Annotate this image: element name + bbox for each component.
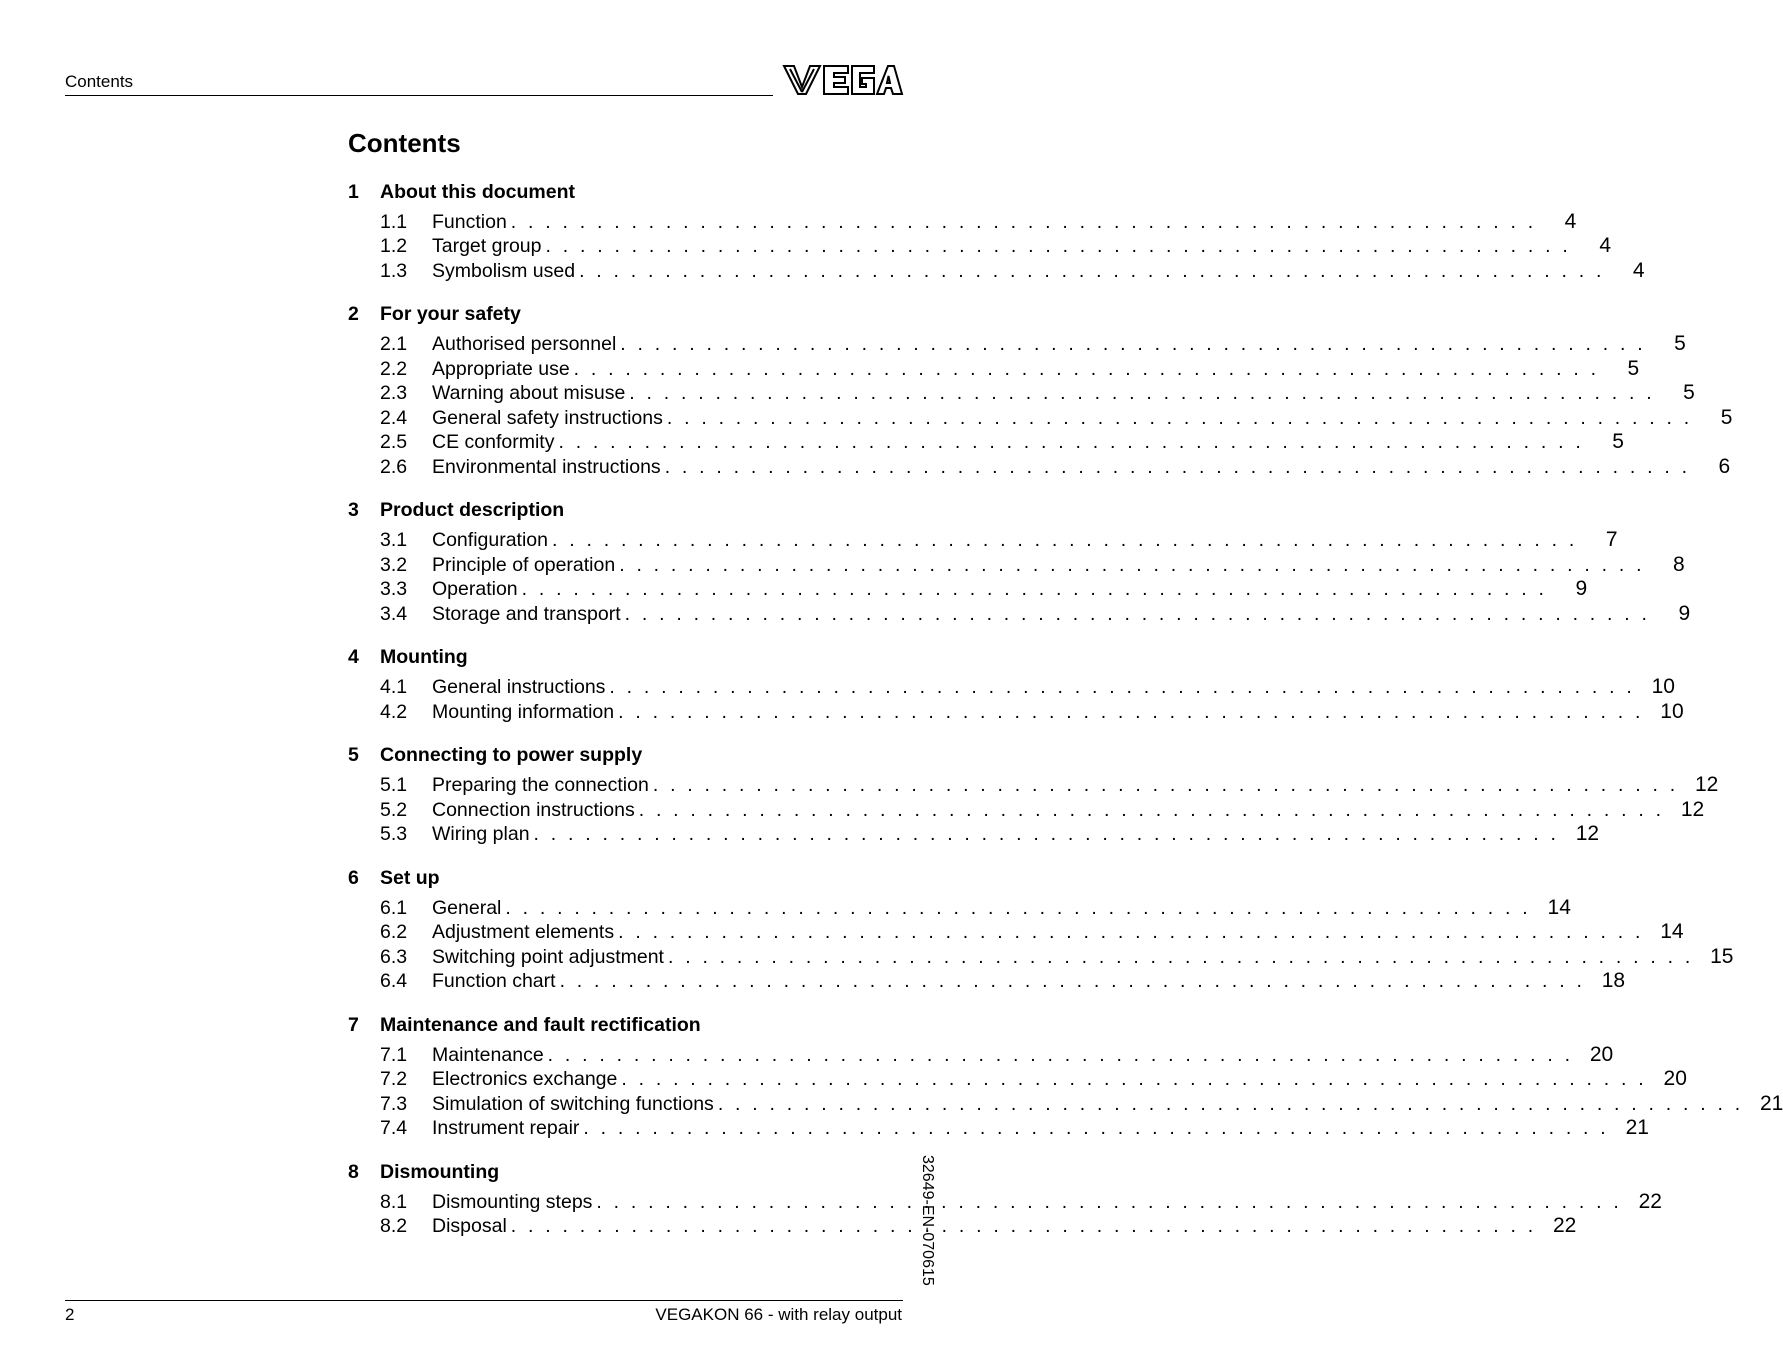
toc-entry[interactable]: [380, 797, 1705, 822]
entry-page-number: 21: [1625, 1116, 1649, 1139]
dot-leader: . . . . . . . . . . . . . . . . . . . . . . . . . . . . . . . . . . . . . . . . . . . . . . . . . . . . . . . . . . . .: [618, 921, 1644, 943]
entry-number: 8.2: [380, 1215, 408, 1237]
entry-page-number: 10: [1660, 699, 1684, 723]
entry-number: 5.3: [380, 823, 408, 845]
section-number: 8: [348, 1160, 359, 1183]
entry-title: Electronics exchange: [432, 1068, 618, 1090]
toc-entry[interactable]: [380, 1091, 1783, 1116]
entry-title: Dismounting steps: [432, 1190, 593, 1213]
dot-leader: . . . . . . . . . . . . . . . . . . . . . . . . . . . . . . . . . . . . . . . . . . . . . . . . . . . . . . . . . . . .: [619, 553, 1645, 576]
entry-number: 2.5: [380, 431, 408, 453]
section-number: 1: [348, 180, 359, 203]
entry-page-number: 22: [1552, 1214, 1577, 1237]
entry-page-number: 6: [1718, 454, 1731, 478]
toc-entry[interactable]: [380, 430, 1624, 455]
footer-rule: [65, 1300, 903, 1301]
entry-number: 3.2: [380, 553, 408, 576]
entry-title: Target group: [432, 235, 542, 257]
toc-entry[interactable]: [380, 1067, 1687, 1092]
dot-leader: . . . . . . . . . . . . . . . . . . . . . . . . . . . . . . . . . . . . . . . . . . . . . . . . . . . . . . . . . . . .: [667, 945, 1694, 968]
toc-entry[interactable]: [380, 528, 1618, 553]
entry-page-number: 5: [1674, 332, 1686, 355]
section-title: Set up: [380, 866, 440, 889]
toc-entry[interactable]: [380, 405, 1733, 430]
dot-leader: . . . . . . . . . . . . . . . . . . . . . . . . . . . . . . . . . . . . . . . . . . . . . . . . . . . . . . . . . . . .: [510, 210, 1537, 233]
entry-title: Connection instructions: [432, 798, 635, 821]
toc-entry[interactable]: [380, 454, 1731, 479]
toc-section-heading[interactable]: [348, 497, 902, 525]
entry-title: Symbolism used: [432, 259, 576, 282]
entry-title: Maintenance: [432, 1043, 544, 1066]
entry-title: Switching point adjustment: [432, 945, 664, 968]
section-number: 5: [348, 744, 359, 766]
dot-leader: . . . . . . . . . . . . . . . . . . . . . . . . . . . . . . . . . . . . . . . . . . . . . . . . . . . . . . . . . . . .: [664, 455, 1691, 478]
entry-title: Preparing the connection: [432, 774, 649, 796]
entry-title: Storage and transport: [432, 602, 621, 625]
entry-page-number: 15: [1710, 944, 1734, 968]
toc-entry[interactable]: [380, 258, 1645, 283]
dot-leader: . . . . . . . . . . . . . . . . . . . . . . . . . . . . . . . . . . . . . . . . . . . . . . . . . . . . . . . . . . . .: [552, 529, 1578, 551]
entry-title: Function: [432, 210, 507, 233]
toc-section-heading[interactable]: [348, 301, 902, 329]
entry-page-number: 5: [1683, 381, 1695, 404]
dot-leader: . . . . . . . . . . . . . . . . . . . . . . . . . . . . . . . . . . . . . . . . . . . . . . . . . . . . . . . . . . . .: [579, 259, 1605, 282]
entry-title: Function chart: [432, 970, 556, 992]
entry-title: Appropriate use: [432, 357, 570, 380]
entry-page-number: 12: [1680, 797, 1705, 821]
section-number: 4: [348, 646, 359, 668]
entry-number: 6.4: [380, 970, 408, 992]
entry-title: Mounting information: [432, 700, 615, 723]
toc-section-heading[interactable]: [348, 864, 902, 892]
entry-number: 3.4: [380, 602, 408, 625]
entry-page-number: 4: [1599, 234, 1612, 257]
entry-number: 1.3: [380, 259, 408, 282]
entry-page-number: 18: [1601, 969, 1626, 992]
entry-title: Configuration: [432, 529, 548, 551]
entry-number: 1.2: [380, 235, 408, 257]
entry-number: 2.6: [380, 455, 408, 478]
entry-title: CE conformity: [432, 431, 555, 453]
entry-page-number: 12: [1575, 822, 1600, 845]
toc-section-heading[interactable]: [348, 178, 902, 206]
toc-entry[interactable]: [380, 773, 1719, 798]
entry-title: General instructions: [432, 676, 606, 698]
entry-number: 8.1: [380, 1190, 408, 1213]
entry-number: 7.2: [380, 1068, 408, 1090]
entry-number: 3.3: [380, 578, 408, 600]
dot-leader: . . . . . . . . . . . . . . . . . . . . . . . . . . . . . . . . . . . . . . . . . . . . . . . . . . . . . . . . . . . .: [505, 896, 1531, 919]
entry-title: Adjustment elements: [432, 921, 615, 943]
toc-entry[interactable]: [380, 552, 1685, 577]
toc-entry[interactable]: [380, 234, 1612, 259]
header-rule: [65, 95, 773, 96]
entry-page-number: 20: [1663, 1067, 1687, 1090]
dot-leader: . . . . . . . . . . . . . . . . . . . . . . . . . . . . . . . . . . . . . . . . . . . . . . . . . . . . . . . . . . . .: [510, 1215, 1537, 1237]
toc-section: [348, 497, 1691, 626]
entry-title: Authorised personnel: [432, 333, 617, 355]
toc-entry[interactable]: [380, 1214, 1577, 1239]
entry-number: 7.3: [380, 1092, 408, 1115]
section-title: Dismounting: [380, 1160, 500, 1183]
toc-section: [348, 301, 1733, 479]
entry-number: 2.1: [380, 333, 408, 355]
entry-page-number: 20: [1589, 1042, 1614, 1066]
header-label: Contents: [65, 72, 134, 91]
entry-page-number: 9: [1678, 601, 1691, 625]
dot-leader: . . . . . . . . . . . . . . . . . . . . . . . . . . . . . . . . . . . . . . . . . . . . . . . . . . . . . . . . . . . .: [545, 235, 1572, 257]
section-title: For your safety: [380, 303, 521, 325]
entry-number: 2.4: [380, 406, 408, 429]
entry-page-number: 14: [1547, 895, 1571, 919]
toc-entry[interactable]: [380, 1042, 1614, 1067]
toc-entry[interactable]: [380, 381, 1695, 406]
toc-section: [348, 864, 1734, 993]
dot-leader: . . . . . . . . . . . . . . . . . . . . . . . . . . . . . . . . . . . . . . . . . . . . . . . . . . . . . . . . . . . .: [533, 823, 1560, 845]
toc-entry[interactable]: [380, 699, 1684, 724]
dot-leader: . . . . . . . . . . . . . . . . . . . . . . . . . . . . . . . . . . . . . . . . . . . . . . . . . . . . . . . . . . . .: [583, 1117, 1609, 1139]
toc-entry[interactable]: [380, 822, 1600, 847]
entry-number: 3.1: [380, 529, 408, 551]
entry-title: Operation: [432, 578, 518, 600]
entry-page-number: 14: [1660, 920, 1684, 943]
entry-number: 5.1: [380, 774, 408, 796]
entry-title: General: [432, 896, 502, 919]
footer-page-number: 2: [65, 1305, 75, 1324]
section-number: 6: [348, 866, 359, 889]
entry-page-number: 4: [1564, 209, 1577, 233]
section-title: About this document: [380, 180, 575, 203]
dot-leader: . . . . . . . . . . . . . . . . . . . . . . . . . . . . . . . . . . . . . . . . . . . . . . . . . . . . . . . . . . . .: [638, 798, 1665, 821]
entry-number: 7.4: [380, 1117, 408, 1139]
dot-leader: . . . . . . . . . . . . . . . . . . . . . . . . . . . . . . . . . . . . . . . . . . . . . . . . . . . . . . . . . . . .: [618, 700, 1644, 723]
entry-number: 6.3: [380, 945, 408, 968]
toc-section-heading[interactable]: [348, 1158, 902, 1186]
toc-entry[interactable]: [380, 675, 1675, 700]
dot-leader: . . . . . . . . . . . . . . . . . . . . . . . . . . . . . . . . . . . . . . . . . . . . . . . . . . . . . . . . . . . .: [717, 1092, 1744, 1115]
entry-page-number: 22: [1638, 1189, 1662, 1213]
entry-page-number: 12: [1694, 773, 1719, 796]
entry-number: 4.2: [380, 700, 408, 723]
entry-title: Instrument repair: [432, 1117, 580, 1139]
toc-section: [348, 1011, 1783, 1140]
dot-leader: . . . . . . . . . . . . . . . . . . . . . . . . . . . . . . . . . . . . . . . . . . . . . . . . . . . . . . . . . . . .: [609, 676, 1635, 698]
entry-page-number: 21: [1759, 1091, 1783, 1115]
entry-number: 1.1: [380, 210, 408, 233]
entry-page-number: 10: [1651, 675, 1675, 698]
entry-title: Simulation of switching functions: [432, 1092, 714, 1115]
dot-leader: . . . . . . . . . . . . . . . . . . . . . . . . . . . . . . . . . . . . . . . . . . . . . . . . . . . . . . . . . . . .: [621, 1068, 1647, 1090]
entry-page-number: 8: [1673, 552, 1685, 576]
entry-page-number: 7: [1605, 528, 1618, 551]
entry-title: Disposal: [432, 1215, 507, 1237]
entry-title: Environmental instructions: [432, 455, 661, 478]
section-title: Product description: [380, 499, 565, 521]
entry-title: General safety instructions: [432, 406, 663, 429]
toc-entry[interactable]: [380, 895, 1571, 920]
toc-section: [348, 178, 1645, 283]
entry-number: 2.2: [380, 357, 408, 380]
entry-title: Principle of operation: [432, 553, 616, 576]
entry-number: 5.2: [380, 798, 408, 821]
entry-title: Wiring plan: [432, 823, 530, 845]
document-code: 32649-EN-070615: [919, 1155, 936, 1286]
dot-leader: . . . . . . . . . . . . . . . . . . . . . . . . . . . . . . . . . . . . . . . . . . . . . . . . . . . . . . . . . . . .: [666, 406, 1693, 429]
footer-document-title: VEGAKON 66 - with relay output: [655, 1305, 902, 1324]
section-number: 3: [348, 499, 359, 521]
toc-entry[interactable]: [380, 209, 1577, 234]
dot-leader: . . . . . . . . . . . . . . . . . . . . . . . . . . . . . . . . . . . . . . . . . . . . . . . . . . . . . . . . . . . .: [624, 602, 1651, 625]
toc-section: [348, 742, 1719, 847]
toc-entry[interactable]: [380, 969, 1626, 994]
vega-logo: [782, 63, 904, 97]
toc-entry[interactable]: [380, 332, 1686, 357]
toc-entry[interactable]: [380, 1189, 1662, 1214]
entry-page-number: 9: [1575, 577, 1588, 600]
toc-entry[interactable]: [380, 1116, 1649, 1141]
entry-page-number: 5: [1627, 356, 1640, 380]
dot-leader: . . . . . . . . . . . . . . . . . . . . . . . . . . . . . . . . . . . . . . . . . . . . . . . . . . . . . . . . . . . .: [547, 1043, 1574, 1066]
dot-leader: . . . . . . . . . . . . . . . . . . . . . . . . . . . . . . . . . . . . . . . . . . . . . . . . . . . . . . . . . . . .: [573, 357, 1600, 380]
entry-title: Warning about misuse: [432, 382, 626, 404]
entry-page-number: 5: [1720, 405, 1733, 429]
toc-section-heading[interactable]: [348, 1011, 902, 1039]
toc-entry[interactable]: [380, 577, 1588, 602]
entry-number: 7.1: [380, 1043, 408, 1066]
toc-section-heading[interactable]: [348, 742, 902, 770]
section-number: 2: [348, 303, 359, 325]
dot-leader: . . . . . . . . . . . . . . . . . . . . . . . . . . . . . . . . . . . . . . . . . . . . . . . . . . . . . . . . . . . .: [558, 431, 1584, 453]
entry-number: 2.3: [380, 382, 408, 404]
entry-page-number: 4: [1632, 258, 1645, 282]
dot-leader: . . . . . . . . . . . . . . . . . . . . . . . . . . . . . . . . . . . . . . . . . . . . . . . . . . . . . . . . . . . .: [652, 774, 1679, 796]
dot-leader: . . . . . . . . . . . . . . . . . . . . . . . . . . . . . . . . . . . . . . . . . . . . . . . . . . . . . . . . . . . .: [596, 1190, 1622, 1213]
toc-entry[interactable]: [380, 601, 1691, 626]
toc-entry[interactable]: [380, 920, 1684, 945]
toc-entry[interactable]: [380, 356, 1640, 381]
toc-entry[interactable]: [380, 944, 1734, 969]
dot-leader: . . . . . . . . . . . . . . . . . . . . . . . . . . . . . . . . . . . . . . . . . . . . . . . . . . . . . . . . . . . .: [629, 382, 1655, 404]
toc-section-heading[interactable]: [348, 644, 902, 672]
section-title: Mounting: [380, 646, 468, 668]
section-title: Maintenance and fault rectification: [380, 1013, 701, 1036]
dot-leader: . . . . . . . . . . . . . . . . . . . . . . . . . . . . . . . . . . . . . . . . . . . . . . . . . . . . . . . . . . . .: [620, 333, 1646, 355]
dot-leader: . . . . . . . . . . . . . . . . . . . . . . . . . . . . . . . . . . . . . . . . . . . . . . . . . . . . . . . . . . . .: [521, 578, 1548, 600]
section-number: 7: [348, 1013, 359, 1036]
entry-number: 4.1: [380, 676, 408, 698]
dot-leader: . . . . . . . . . . . . . . . . . . . . . . . . . . . . . . . . . . . . . . . . . . . . . . . . . . . . . . . . . . . .: [559, 970, 1586, 992]
toc-section: [348, 644, 1684, 724]
entry-number: 6.1: [380, 896, 408, 919]
page-title: Contents: [348, 128, 461, 158]
entry-page-number: 5: [1612, 430, 1624, 453]
section-title: Connecting to power supply: [380, 744, 643, 766]
entry-number: 6.2: [380, 921, 408, 943]
